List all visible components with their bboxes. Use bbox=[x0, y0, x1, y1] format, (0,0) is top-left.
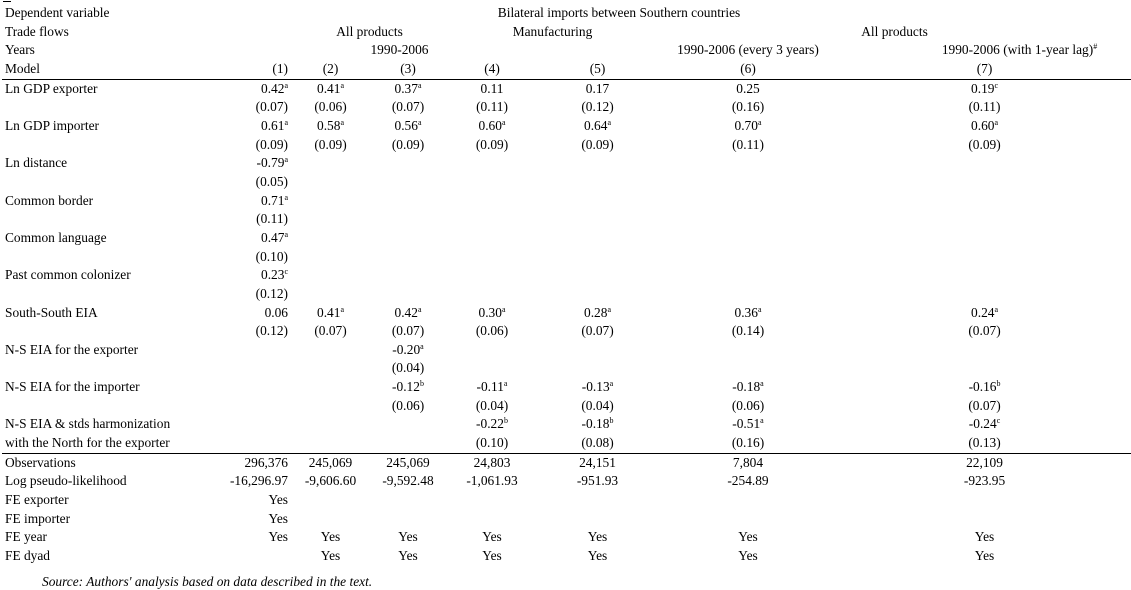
row-label: Common border bbox=[5, 192, 94, 208]
cell-model-3: 0.42$^a$ bbox=[394, 304, 422, 320]
cell-model-2 bbox=[292, 192, 369, 211]
cell-model-5: -0.13$^a$ bbox=[581, 379, 614, 395]
cell-model-5 bbox=[537, 341, 658, 360]
cell-model-1: 0.47$^a$ bbox=[261, 229, 288, 245]
cell-model-2: (0.09) bbox=[314, 136, 347, 152]
cell-model-4 bbox=[447, 210, 537, 229]
row-label bbox=[2, 136, 217, 155]
table-row bbox=[2, 266, 1131, 285]
cell-model-2: 0.41$^a$ bbox=[292, 79, 369, 98]
row-label: Observations bbox=[2, 453, 217, 472]
years-row bbox=[2, 41, 1131, 60]
table-row bbox=[2, 453, 1131, 472]
cell-model-6: (0.16) bbox=[731, 435, 765, 451]
row-label: with the North for the exporter bbox=[5, 435, 170, 451]
row-label: FE importer bbox=[5, 510, 71, 526]
cell-model-2: -9,606.60 bbox=[304, 473, 357, 489]
table-row bbox=[2, 248, 1131, 267]
row-label: Dependent variable bbox=[5, 5, 110, 20]
flows-all-products-right: All products bbox=[861, 23, 928, 39]
cell-model-6 bbox=[658, 510, 838, 529]
table-row bbox=[2, 341, 1131, 360]
cell-model-6: 0.36$^a$ bbox=[734, 304, 762, 320]
significance-marker: a bbox=[607, 117, 611, 127]
cell-model-4: 0.60$^a$ bbox=[478, 117, 506, 133]
cell-model-2: 0.41$^a$ bbox=[317, 304, 344, 320]
cell-model-6 bbox=[658, 154, 838, 173]
cell-model-4: 0.30$^a$ bbox=[478, 304, 506, 320]
cell-model-6 bbox=[658, 341, 838, 360]
significance-marker: a bbox=[284, 117, 288, 127]
cell-model-1: 296,376 bbox=[217, 453, 292, 472]
cell-model-7: (0.13) bbox=[968, 435, 1001, 451]
top-rule-fragment bbox=[3, 0, 11, 2]
significance-marker: a bbox=[420, 341, 424, 351]
significance-marker: a bbox=[284, 80, 288, 90]
significance-marker: a bbox=[757, 304, 762, 314]
cell-model-4: (0.11) bbox=[476, 99, 508, 115]
cell-model-6 bbox=[658, 229, 838, 248]
cell-model-3: Yes bbox=[398, 548, 418, 564]
cell-model-7 bbox=[838, 491, 1131, 510]
cell-model-7 bbox=[838, 266, 1131, 285]
cell-model-1 bbox=[217, 378, 292, 397]
significance-marker: a bbox=[284, 155, 288, 165]
model-row bbox=[2, 60, 1131, 79]
cell-model-5: (0.09) bbox=[581, 136, 614, 152]
cell-model-7: (0.09) bbox=[968, 136, 1001, 152]
significance-marker: a bbox=[340, 304, 344, 314]
cell-model-4: (0.10) bbox=[475, 435, 509, 451]
source-note: Source: Authors' analysis based on data described in the text. bbox=[42, 574, 373, 589]
years-col7: 1990-2006 (with 1-year lag)# bbox=[941, 42, 1098, 58]
cell-model-2 bbox=[292, 154, 369, 173]
significance-marker: a bbox=[994, 304, 999, 314]
cell-model-1: (0.12) bbox=[255, 323, 288, 339]
cell-model-1: (0.11) bbox=[256, 211, 288, 227]
cell-model-3 bbox=[369, 248, 447, 267]
significance-marker: a bbox=[609, 379, 614, 389]
cell-model-7: -0.16$^b$ bbox=[968, 379, 1001, 395]
row-label bbox=[2, 397, 217, 416]
table-row bbox=[2, 192, 1131, 211]
cell-model-6 bbox=[658, 359, 838, 378]
cell-model-2 bbox=[292, 434, 369, 453]
cell-model-1: Yes bbox=[268, 510, 288, 526]
cell-model-5: -951.93 bbox=[576, 473, 619, 489]
cell-model-6 bbox=[658, 210, 838, 229]
cell-model-3 bbox=[369, 491, 447, 510]
row-label: Ln GDP exporter bbox=[2, 79, 217, 98]
significance-marker: a bbox=[503, 379, 508, 389]
cell-model-4 bbox=[447, 229, 537, 248]
cell-model-7 bbox=[838, 154, 1131, 173]
cell-model-2 bbox=[292, 266, 369, 285]
cell-model-6: (0.11) bbox=[732, 136, 764, 152]
row-label: Model bbox=[5, 60, 40, 76]
cell-model-1 bbox=[217, 397, 292, 416]
cell-model-5 bbox=[537, 510, 658, 529]
cell-model-7 bbox=[838, 173, 1131, 192]
cell-model-2 bbox=[292, 378, 369, 397]
table-row bbox=[2, 434, 1131, 453]
cell-model-3 bbox=[369, 210, 447, 229]
cell-model-5 bbox=[537, 210, 658, 229]
cell-model-4: -0.11$^a$ bbox=[476, 379, 508, 395]
table-row bbox=[2, 136, 1131, 155]
table-row bbox=[2, 229, 1131, 248]
cell-model-7: (0.11) bbox=[968, 99, 1001, 115]
cell-model-5 bbox=[537, 248, 658, 267]
cell-model-7: 22,109 bbox=[838, 453, 1131, 472]
significance-marker: a bbox=[760, 379, 764, 389]
cell-model-5: -0.18$^b$ bbox=[581, 416, 614, 432]
cell-model-2 bbox=[292, 210, 369, 229]
cell-model-3: 0.56$^a$ bbox=[394, 117, 422, 133]
table-row bbox=[2, 397, 1131, 416]
cell-model-6: -0.51$^a$ bbox=[732, 416, 764, 432]
cell-model-6 bbox=[658, 192, 838, 211]
cell-model-3 bbox=[369, 510, 447, 529]
cell-model-5 bbox=[537, 192, 658, 211]
cell-model-3 bbox=[369, 154, 447, 173]
cell-model-1: 0.42$^a$ bbox=[217, 79, 292, 98]
cell-model-2 bbox=[292, 173, 369, 192]
cell-model-1: 0.23$^c$ bbox=[261, 267, 288, 283]
cell-model-3 bbox=[369, 415, 447, 434]
cell-model-4 bbox=[447, 341, 537, 360]
cell-model-2 bbox=[292, 248, 369, 267]
row-label: Log pseudo-likelihood bbox=[5, 473, 127, 489]
cell-model-7 bbox=[838, 248, 1131, 267]
row-label: Common language bbox=[5, 229, 107, 245]
cell-model-6: Yes bbox=[738, 529, 758, 545]
cell-model-2: (0.06) bbox=[314, 99, 347, 115]
cell-model-3: 0.37$^a$ bbox=[369, 79, 447, 98]
regression-table bbox=[2, 4, 1131, 566]
row-label: Trade flows bbox=[5, 23, 69, 39]
cell-model-4 bbox=[447, 192, 537, 211]
cell-model-7 bbox=[838, 210, 1131, 229]
cell-model-5 bbox=[537, 491, 658, 510]
cell-model-4: (0.06) bbox=[475, 323, 509, 339]
cell-model-7 bbox=[838, 510, 1131, 529]
cell-model-3 bbox=[369, 285, 447, 304]
table-row bbox=[2, 285, 1131, 304]
cell-model-7: Yes bbox=[974, 529, 995, 545]
significance-marker: a bbox=[501, 304, 506, 314]
cell-model-6: (0.06) bbox=[731, 397, 765, 413]
cell-model-2 bbox=[292, 415, 369, 434]
cell-model-3: -9,592.48 bbox=[382, 473, 434, 489]
row-label: N-S EIA for the importer bbox=[5, 379, 140, 395]
cell-model-2: 0.58$^a$ bbox=[317, 117, 344, 133]
row-label bbox=[2, 359, 217, 378]
significance-marker: a bbox=[994, 117, 999, 127]
cell-model-7: Yes bbox=[974, 548, 995, 564]
cell-model-3: (0.07) bbox=[391, 99, 425, 115]
model-number: (4) bbox=[484, 60, 500, 76]
row-label bbox=[2, 173, 217, 192]
table-row bbox=[2, 154, 1131, 173]
cell-model-7: (0.07) bbox=[968, 397, 1001, 413]
table-row bbox=[2, 547, 1131, 566]
cell-model-5: 0.28$^a$ bbox=[584, 304, 611, 320]
model-number: (7) bbox=[976, 60, 993, 76]
cell-model-4 bbox=[447, 359, 537, 378]
cell-model-5: Yes bbox=[587, 548, 608, 564]
cell-model-6 bbox=[658, 248, 838, 267]
cell-model-6 bbox=[658, 173, 838, 192]
cell-model-2: Yes bbox=[320, 529, 341, 545]
table-row bbox=[2, 510, 1131, 529]
cell-model-7 bbox=[838, 285, 1131, 304]
cell-model-1: 0.71$^a$ bbox=[261, 192, 288, 208]
cell-model-3 bbox=[369, 173, 447, 192]
cell-model-2 bbox=[292, 491, 369, 510]
cell-model-6 bbox=[658, 491, 838, 510]
cell-model-1 bbox=[217, 341, 292, 360]
cell-model-6: 0.25 bbox=[658, 79, 838, 98]
cell-model-5 bbox=[537, 285, 658, 304]
significance-marker: a bbox=[607, 304, 611, 314]
significance-marker: a bbox=[501, 117, 506, 127]
cell-model-4: (0.09) bbox=[475, 136, 509, 152]
table-row bbox=[2, 491, 1131, 510]
significance-marker: a bbox=[757, 117, 762, 127]
table-row bbox=[2, 117, 1131, 136]
cell-model-5: (0.12) bbox=[581, 99, 614, 115]
years-main: 1990-2006 bbox=[370, 42, 429, 58]
cell-model-1 bbox=[217, 434, 292, 453]
significance-marker: c bbox=[996, 416, 1001, 426]
significance-marker: c bbox=[994, 80, 999, 90]
cell-model-1: 0.06 bbox=[264, 304, 288, 320]
cell-model-1: (0.10) bbox=[255, 248, 288, 264]
cell-model-5: (0.07) bbox=[581, 323, 614, 339]
cell-model-3: (0.04) bbox=[391, 360, 425, 376]
cell-model-4: 0.11 bbox=[447, 79, 537, 98]
cell-model-6: -254.89 bbox=[727, 473, 769, 489]
cell-model-3: (0.09) bbox=[391, 136, 425, 152]
significance-marker: a bbox=[417, 80, 422, 90]
cell-model-4 bbox=[447, 285, 537, 304]
cell-model-7: 0.24$^a$ bbox=[971, 304, 999, 320]
cell-model-1: 0.61$^a$ bbox=[261, 117, 288, 133]
cell-model-5: (0.08) bbox=[581, 435, 614, 451]
significance-marker: a bbox=[760, 416, 764, 426]
cell-model-3: -0.20$^a$ bbox=[392, 341, 424, 357]
cell-model-3: Yes bbox=[398, 529, 418, 545]
cell-model-1: -0.79$^a$ bbox=[256, 155, 288, 171]
table-row bbox=[2, 472, 1131, 491]
model-number: (2) bbox=[322, 60, 339, 76]
model-number: (6) bbox=[740, 60, 756, 76]
table-row bbox=[2, 173, 1131, 192]
row-label bbox=[2, 210, 217, 229]
row-label bbox=[2, 248, 217, 267]
cell-model-7 bbox=[838, 341, 1131, 360]
cell-model-1: (0.07) bbox=[255, 99, 288, 115]
cell-model-5 bbox=[537, 229, 658, 248]
cell-model-3 bbox=[369, 192, 447, 211]
cell-model-4: (0.04) bbox=[475, 397, 509, 413]
significance-marker: a bbox=[417, 304, 422, 314]
cell-model-5 bbox=[537, 173, 658, 192]
row-label bbox=[2, 322, 217, 341]
flows-manufacturing: Manufacturing bbox=[512, 23, 593, 39]
cell-model-6: -0.18$^a$ bbox=[732, 379, 764, 395]
cell-model-3: (0.06) bbox=[391, 397, 425, 413]
row-label: Ln distance bbox=[5, 155, 68, 171]
significance-marker: c bbox=[284, 267, 288, 277]
row-label bbox=[2, 285, 217, 304]
cell-model-4 bbox=[447, 491, 537, 510]
cell-model-1: Yes bbox=[268, 492, 288, 508]
table-row bbox=[2, 322, 1131, 341]
cell-model-5: Yes bbox=[587, 529, 608, 545]
dependent-variable-row bbox=[2, 4, 1131, 23]
cell-model-7 bbox=[838, 192, 1131, 211]
cell-model-7: -0.24$^c$ bbox=[968, 416, 1001, 432]
cell-model-4: Yes bbox=[482, 548, 502, 564]
table-row bbox=[2, 528, 1131, 547]
cell-model-6: 7,804 bbox=[658, 453, 838, 472]
row-label: South-South EIA bbox=[5, 304, 98, 320]
cell-model-2 bbox=[292, 285, 369, 304]
cell-model-3 bbox=[369, 434, 447, 453]
cell-model-1: (0.05) bbox=[255, 173, 288, 189]
table-row bbox=[2, 359, 1131, 378]
cell-model-5: 24,151 bbox=[537, 453, 658, 472]
cell-model-6: (0.14) bbox=[731, 323, 765, 339]
model-number: (5) bbox=[589, 60, 606, 76]
cell-model-4 bbox=[447, 173, 537, 192]
cell-model-1 bbox=[217, 359, 292, 378]
cell-model-1: (0.12) bbox=[255, 285, 288, 301]
flows-all-products-left: All products bbox=[336, 23, 403, 39]
cell-model-2: (0.07) bbox=[314, 323, 347, 339]
row-label: Years bbox=[5, 42, 35, 58]
cell-model-6 bbox=[658, 285, 838, 304]
cell-model-1 bbox=[217, 547, 292, 566]
cell-model-1: (0.09) bbox=[255, 136, 288, 152]
cell-model-5 bbox=[537, 359, 658, 378]
cell-model-3 bbox=[369, 229, 447, 248]
table-row bbox=[2, 98, 1131, 117]
cell-model-2: 245,069 bbox=[292, 453, 369, 472]
cell-model-2: Yes bbox=[320, 548, 341, 564]
cell-model-4 bbox=[447, 154, 537, 173]
cell-model-2 bbox=[292, 341, 369, 360]
trade-flows-row bbox=[2, 23, 1131, 42]
significance-marker: a bbox=[340, 80, 344, 90]
cell-model-6: 0.70$^a$ bbox=[734, 117, 762, 133]
table-row bbox=[2, 210, 1131, 229]
row-label: Past common colonizer bbox=[5, 267, 131, 283]
years-col6: 1990-2006 (every 3 years) bbox=[677, 42, 819, 58]
row-label: FE dyad bbox=[5, 548, 51, 564]
cell-model-5: 0.17 bbox=[537, 79, 658, 98]
cell-model-1: Yes bbox=[268, 529, 288, 545]
cell-model-2 bbox=[292, 229, 369, 248]
cell-model-1 bbox=[217, 415, 292, 434]
cell-model-1: -16,296.97 bbox=[229, 473, 288, 489]
cell-model-3: 245,069 bbox=[369, 453, 447, 472]
significance-marker: b bbox=[419, 379, 424, 389]
cell-model-4: -1,061.93 bbox=[466, 473, 518, 489]
cell-model-4 bbox=[447, 266, 537, 285]
cell-model-4: 24,803 bbox=[447, 453, 537, 472]
cell-model-5: 0.64$^a$ bbox=[584, 117, 611, 133]
significance-marker: b bbox=[609, 416, 614, 426]
table-row bbox=[2, 378, 1131, 397]
row-label: N-S EIA & stds harmonization bbox=[5, 416, 171, 432]
cell-model-5 bbox=[537, 266, 658, 285]
row-label: Ln GDP importer bbox=[5, 117, 99, 133]
cell-model-7: 0.60$^a$ bbox=[971, 117, 999, 133]
cell-model-4: -0.22$^b$ bbox=[476, 416, 508, 432]
cell-model-7: (0.07) bbox=[968, 323, 1001, 339]
cell-model-6: (0.16) bbox=[731, 99, 765, 115]
cell-model-7: 0.19$^c$ bbox=[838, 79, 1131, 98]
significance-marker: a bbox=[284, 229, 288, 239]
cell-model-3: -0.12$^b$ bbox=[392, 379, 424, 395]
significance-marker: a bbox=[417, 117, 422, 127]
cell-model-6: Yes bbox=[738, 548, 758, 564]
cell-model-7 bbox=[838, 359, 1131, 378]
model-number: (1) bbox=[272, 60, 288, 76]
cell-model-2 bbox=[292, 359, 369, 378]
row-label: N-S EIA for the exporter bbox=[5, 341, 139, 357]
cell-model-7: -923.95 bbox=[963, 473, 1006, 489]
cell-model-5 bbox=[537, 154, 658, 173]
significance-marker: a bbox=[284, 192, 288, 202]
cell-model-7 bbox=[838, 229, 1131, 248]
cell-model-4 bbox=[447, 510, 537, 529]
table-row bbox=[2, 304, 1131, 323]
dependent-variable-value: Bilateral imports between Southern countries bbox=[497, 5, 741, 20]
significance-marker: b bbox=[503, 416, 508, 426]
cell-model-4: Yes bbox=[482, 529, 502, 545]
row-label: FE year bbox=[5, 529, 48, 545]
cell-model-3 bbox=[369, 266, 447, 285]
cell-model-3: (0.07) bbox=[391, 323, 425, 339]
cell-model-2 bbox=[292, 397, 369, 416]
model-number: (3) bbox=[400, 60, 416, 76]
significance-marker: b bbox=[996, 379, 1001, 389]
row-label bbox=[2, 98, 217, 117]
cell-model-2 bbox=[292, 510, 369, 529]
table-row bbox=[2, 415, 1131, 434]
cell-model-4 bbox=[447, 248, 537, 267]
row-label: FE exporter bbox=[5, 492, 69, 508]
table-row bbox=[2, 79, 1131, 98]
significance-marker: a bbox=[340, 117, 344, 127]
cell-model-6 bbox=[658, 266, 838, 285]
cell-model-5: (0.04) bbox=[581, 397, 614, 413]
